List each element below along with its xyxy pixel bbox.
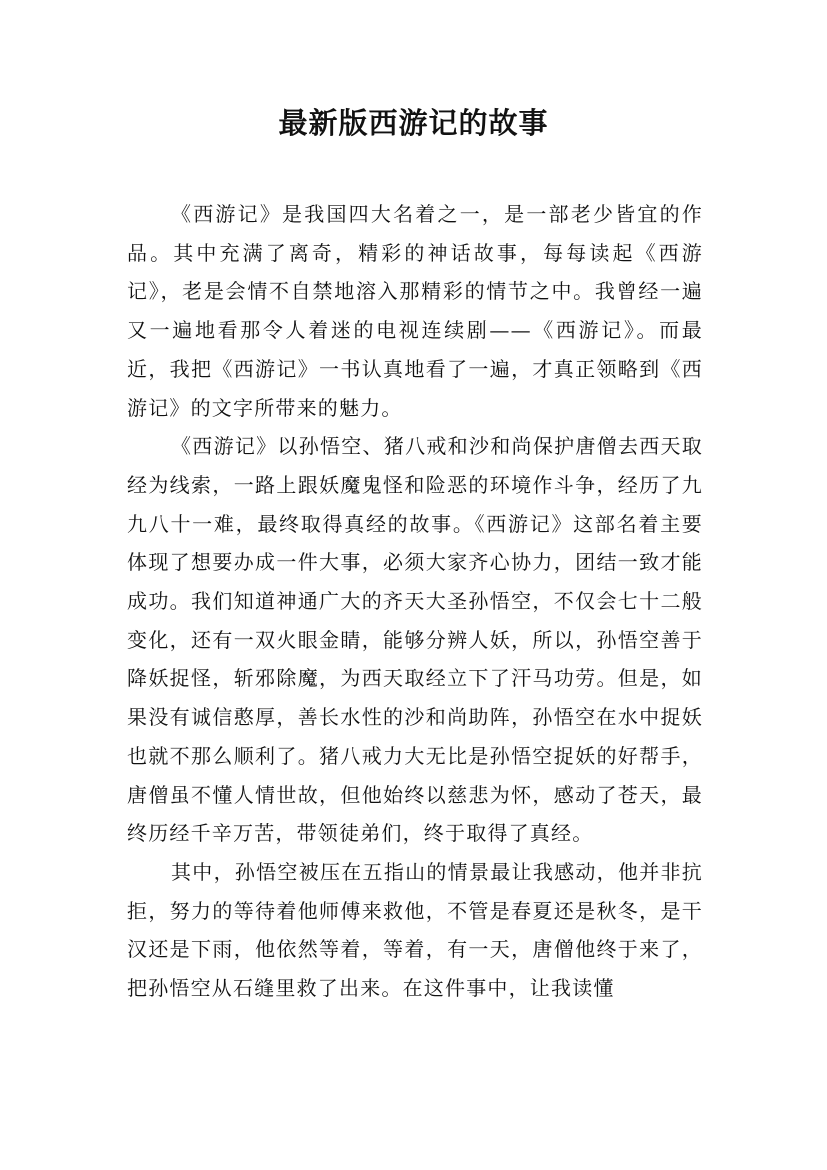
document-body <box>127 195 703 1008</box>
paragraph-2: 《西游记》以孙悟空、猪八戒和沙和尚保护唐僧去西天取经为线索，一路上跟妖魔鬼怪和险恶的环境作斗争，经历了九九八十一难，最终取得真经的故事。《西游记》这部名着主要体现了想要办成一件大事，必须大家齐心协力，团结一致才能成功。我们知道神通广大的齐天大圣孙悟空，不仅会七十二般变化，还有一双火眼金睛，能够分辨人妖，所以，孙悟空善于降妖捉怪，斩邪除魔，为西天取经立下了汗马功劳。但是，如果没有诚信憨厚，善长水性的沙和尚助阵，孙悟空在水中捉妖也就不那么顺利了。猪八戒力大无比是孙悟空捉妖的好帮手，唐僧虽不懂人情世故，但他始终以慈悲为怀，感动了苍天，最终历经千辛万苦，带领徒弟们，终于取得了真经。 <box>127 434 703 846</box>
document-title: 最新版西游记的故事 <box>278 106 549 140</box>
paragraph-3: 其中，孙悟空被压在五指山的情景最让我感动，他并非抗拒，努力的等待着他师傅来救他，不管是春夏还是秋冬，是干汉还是下雨，他依然等着，等着，有一天，唐僧他终于来了，把孙悟空从石缝里救了出来。在这件事中，让我读懂 <box>127 859 703 1001</box>
paragraph-1: 《西游记》是我国四大名着之一，是一部老少皆宜的作品。其中充满了离奇，精彩的神话故事，每每读起《西游记》，老是会情不自禁地溶入那精彩的情节之中。我曾经一遍又一遍地看那令人着迷的电视连续剧——《西游记》。而最近，我把《西游记》一书认真地看了一遍，才真正领略到《西游记》的文字所带来的魅力。 <box>127 202 703 420</box>
